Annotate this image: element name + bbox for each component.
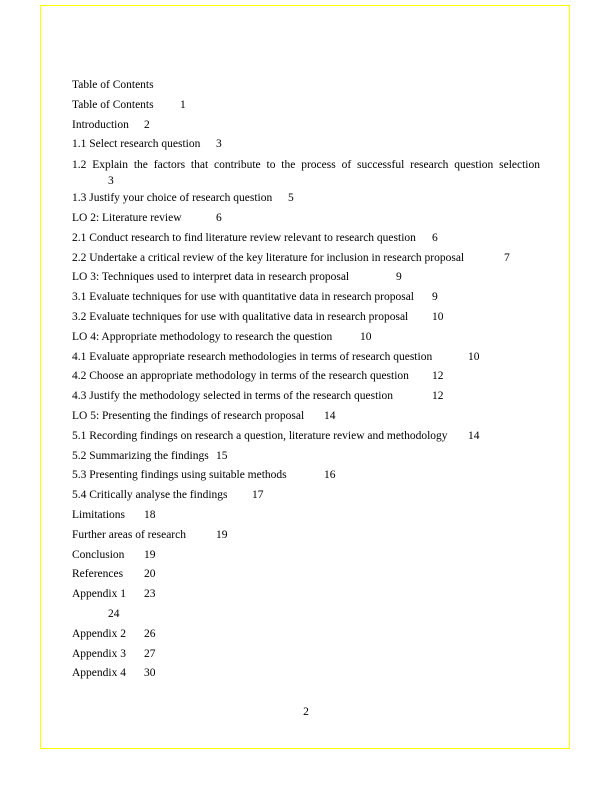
toc-entry[interactable] xyxy=(72,348,540,368)
toc-entry[interactable] xyxy=(72,486,540,506)
toc-entry-page: 23 xyxy=(144,588,156,601)
toc-entry-page: 9 xyxy=(396,271,402,284)
toc-entry[interactable] xyxy=(72,605,540,625)
toc-entry-page: 9 xyxy=(432,291,438,304)
toc-entry-page: 19 xyxy=(216,528,228,541)
toc-entry-label: Limitations xyxy=(72,508,126,521)
footer-page-number: 2 xyxy=(303,706,309,718)
toc-entry[interactable] xyxy=(72,155,540,189)
toc-entry-page: 6 xyxy=(432,231,438,244)
toc-entry[interactable] xyxy=(72,526,540,546)
toc-entry[interactable] xyxy=(72,506,540,526)
toc-heading: Table of Contents xyxy=(72,79,154,91)
toc-entry[interactable] xyxy=(72,116,540,136)
toc-entry-page: 10 xyxy=(432,310,444,323)
toc-entry-label: 1.1 Select research question xyxy=(72,138,201,151)
toc-entry-page: 10 xyxy=(468,350,480,363)
toc-entry-label: Further areas of research xyxy=(72,528,186,541)
toc-entry[interactable] xyxy=(72,249,540,269)
toc-entry-label: 3.1 Evaluate techniques for use with quantitative data in research proposal xyxy=(72,291,415,304)
toc-entry-page: 7 xyxy=(504,251,510,264)
toc-entry-label: 5.4 Critically analyse the findings xyxy=(72,489,228,502)
toc-entry-page: 15 xyxy=(216,449,228,462)
toc-entry[interactable] xyxy=(72,328,540,348)
toc-entry-page: 14 xyxy=(324,409,336,422)
toc-entry-label: Introduction xyxy=(72,118,129,131)
toc-entry[interactable] xyxy=(72,268,540,288)
toc-entry-label: 4.3 Justify the methodology selected in terms of the research question xyxy=(72,390,393,403)
toc-entry-page: 16 xyxy=(324,469,336,482)
toc-entry-page: 20 xyxy=(144,568,156,581)
toc-entry[interactable] xyxy=(72,135,540,155)
toc-entry[interactable] xyxy=(72,407,540,427)
toc-entry-label: Appendix 1 xyxy=(72,588,126,601)
toc-entry-label: Table of Contents xyxy=(72,98,154,111)
toc-entry-page: 5 xyxy=(288,192,294,205)
toc-entry-page: 1 xyxy=(180,98,186,111)
toc-entry-label: Appendix 4 xyxy=(72,667,126,680)
toc-entry-label: LO 4: Appropriate methodology to research the question xyxy=(72,330,333,343)
toc-entry-label: 2.1 Conduct research to find literature review relevant to research question xyxy=(72,231,416,244)
toc-entry-label: 3.2 Evaluate techniques for use with qualitative data in research proposal xyxy=(72,310,409,323)
toc-entry-label: Appendix 2 xyxy=(72,627,126,640)
toc-entry-label: LO 5: Presenting the findings of research proposal xyxy=(72,409,305,422)
toc-entry-page: 24 xyxy=(108,607,120,620)
toc-entry-label: 2.2 Undertake a critical review of the key literature for inclusion in research proposal xyxy=(72,251,465,264)
toc-entry-page: 18 xyxy=(144,508,156,521)
toc-entry[interactable] xyxy=(72,664,540,684)
toc-entry[interactable] xyxy=(72,189,540,209)
toc-entry[interactable] xyxy=(72,209,540,229)
toc-entry[interactable] xyxy=(72,565,540,585)
toc-entry-label: LO 2: Literature review xyxy=(72,211,182,224)
toc-entry[interactable] xyxy=(72,466,540,486)
toc-entry-page: 14 xyxy=(468,429,480,442)
toc-entry-label: 5.1 Recording findings on research a question, literature review and methodology xyxy=(72,429,448,442)
toc-entry-page: 12 xyxy=(432,390,444,403)
toc-entry[interactable] xyxy=(72,546,540,566)
toc-entry-page: 17 xyxy=(252,489,264,502)
toc-entry-page: 3 xyxy=(108,175,114,188)
toc-entry[interactable] xyxy=(72,427,540,447)
toc-entry-label: 4.2 Choose an appropriate methodology in terms of the research question xyxy=(72,370,409,383)
toc-entry-label: Appendix 3 xyxy=(72,647,126,660)
toc-entry-page: 6 xyxy=(216,211,222,224)
toc-entry[interactable] xyxy=(72,387,540,407)
toc-entry-label: 4.1 Evaluate appropriate research methodologies in terms of research question xyxy=(72,350,433,363)
toc-entry-label: 5.2 Summarizing the findings xyxy=(72,449,209,462)
toc-entry[interactable] xyxy=(72,308,540,328)
toc-entry[interactable] xyxy=(72,288,540,308)
toc-entry-label: 1.3 Justify your choice of research question xyxy=(72,192,273,205)
toc-entry-page: 30 xyxy=(144,667,156,680)
toc-entry-label: References xyxy=(72,568,124,581)
toc-entry-label: 5.3 Presenting findings using suitable methods xyxy=(72,469,287,482)
table-of-contents xyxy=(72,76,540,684)
toc-entry-page: 3 xyxy=(216,138,222,151)
toc-entry-page: 10 xyxy=(360,330,372,343)
toc-entry-label: LO 3: Techniques used to interpret data in research proposal xyxy=(72,271,350,284)
toc-entry-page: 19 xyxy=(144,548,156,561)
toc-entry[interactable] xyxy=(72,96,540,116)
toc-entry-label: Conclusion xyxy=(72,548,125,561)
toc-entry[interactable] xyxy=(72,367,540,387)
toc-entry-page: 2 xyxy=(144,118,150,131)
toc-entry[interactable] xyxy=(72,585,540,605)
toc-entry-page: 27 xyxy=(144,647,156,660)
toc-entry-page: 26 xyxy=(144,627,156,640)
toc-entry-label: 1.2 Explain the factors that contribute to the process of successful research question selection xyxy=(72,159,540,172)
toc-entry[interactable] xyxy=(72,229,540,249)
toc-entry-page: 12 xyxy=(432,370,444,383)
toc-entry[interactable] xyxy=(72,625,540,645)
toc-entry[interactable] xyxy=(72,447,540,467)
toc-entry[interactable] xyxy=(72,645,540,665)
